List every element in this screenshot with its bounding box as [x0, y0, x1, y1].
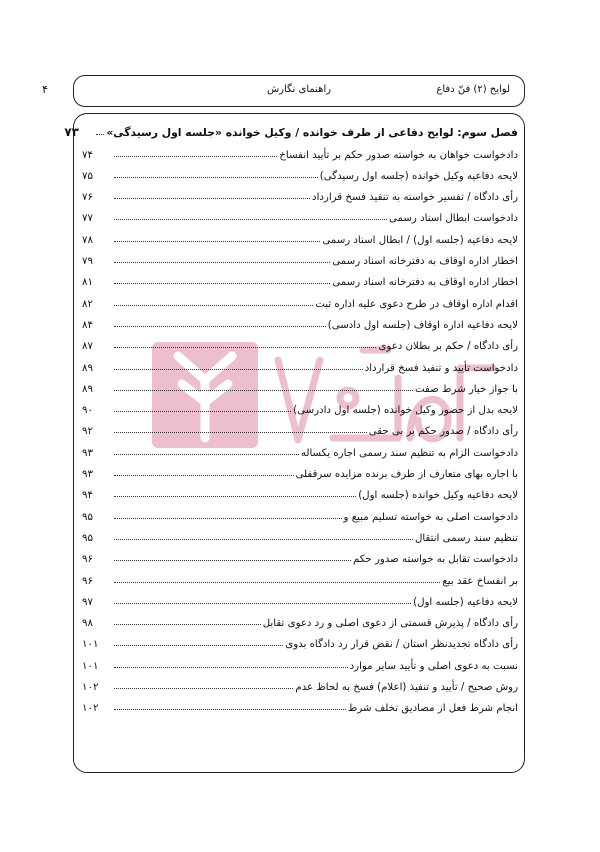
- toc-entry-title: دادخواست الزام به تنظیم سند رسمی اجاره یکساله: [300, 447, 518, 459]
- toc-entry-page: ۱۰۲: [82, 703, 99, 715]
- toc-entry-title: اقدام اداره اوقاف در طرح دعوی علیه اداره ثبت: [315, 298, 518, 310]
- toc-entry-title: رأی دادگاه / حکم بر بطلان دعوی: [378, 341, 518, 353]
- dot-leader: [114, 156, 277, 157]
- toc-entry-title: روش صحیح / تأیید و تنفیذ (اعلام) فسخ به لحاظ عدم: [295, 682, 518, 694]
- dot-leader: [114, 241, 320, 242]
- toc-chapter-heading: [64, 118, 518, 140]
- toc-entry: [82, 501, 518, 522]
- dot-leader: [114, 390, 413, 391]
- toc-entry: [82, 587, 518, 608]
- toc-entry: [82, 267, 518, 288]
- dot-leader: [114, 688, 293, 689]
- dot-leader: [114, 624, 261, 625]
- toc-entry-page: ۸۷: [82, 341, 93, 353]
- toc-entry: [82, 523, 518, 544]
- dot-leader: [114, 326, 326, 327]
- dot-leader: [114, 283, 330, 284]
- toc-entry-page: ۱۰۱: [82, 660, 99, 672]
- toc-entry-title: تنظیم سند رسمی انتقال: [414, 532, 518, 544]
- dot-leader: [114, 645, 283, 646]
- toc-entry: [82, 246, 518, 267]
- toc-entry: [82, 416, 518, 437]
- toc-entry-page: ۷۹: [82, 256, 93, 268]
- book-title: لوایح (۲) فنّ دفاع: [436, 84, 510, 95]
- toc-entry: [82, 480, 518, 501]
- toc-entry-title: رأی دادگاه / تفسیر خواسته به تنفیذ فسخ قرارداد: [312, 192, 518, 204]
- toc-entry-title: دادخواست خواهان به خواسته صدور حکم بر تأیید انفساخ: [279, 149, 518, 161]
- dot-leader: [114, 219, 387, 220]
- toc-entry-title: دادخواست تأیید و تنفیذ فسخ قرارداد: [364, 362, 518, 374]
- toc-entry: [82, 161, 518, 182]
- table-of-contents: [64, 118, 518, 715]
- dot-leader: [114, 347, 376, 348]
- dot-leader: [114, 582, 440, 583]
- toc-entry-title: لایحه دفاعیه وکیل خوانده (جلسه اول رسیدگی): [319, 170, 518, 182]
- toc-entry: [82, 629, 518, 650]
- toc-entry-title: رأی دادگاه / صدور حکم بر بی حقی: [368, 426, 518, 438]
- toc-entry-title: اخطار اداره اوقاف به دفترخانه اسناد رسمی: [332, 277, 518, 289]
- toc-entry: [82, 395, 518, 416]
- toc-entry: [82, 182, 518, 203]
- toc-entry-title: اخطار اداره اوقاف به دفترخانه اسناد رسمی: [332, 256, 518, 268]
- toc-entry: [82, 224, 518, 245]
- toc-entry-title: فصل سوم: لوایح دفاعی از طرف خوانده / وکیل خوانده «جلسه اول رسیدگی»: [106, 126, 518, 140]
- toc-entry: [82, 331, 518, 352]
- toc-entry-page: ۷۸: [82, 234, 93, 246]
- toc-entry-page: ۸۹: [82, 383, 93, 395]
- toc-entry: [82, 672, 518, 693]
- toc-entry-title: لایحه بدل از حضور وکیل خوانده (جلسه اول دادرسی): [293, 405, 518, 417]
- toc-entry: [82, 693, 518, 714]
- dot-leader: [114, 177, 318, 178]
- dot-leader: [114, 432, 367, 433]
- dot-leader: [114, 262, 330, 263]
- toc-entry-title: لایحه دفاعیه (جلسه اول): [413, 596, 518, 608]
- toc-entry: [82, 203, 518, 224]
- dot-leader: [114, 454, 299, 455]
- toc-entry-page: ۷۶: [82, 192, 93, 204]
- toc-entry-page: ۹۸: [82, 618, 93, 630]
- dot-leader: [114, 560, 351, 561]
- dot-leader: [114, 667, 348, 668]
- toc-entry: [82, 608, 518, 629]
- toc-entry-page: ۸۴: [82, 319, 93, 331]
- toc-entry-page: ۱۰۲: [82, 682, 99, 694]
- dot-leader: [114, 539, 413, 540]
- toc-entry-page: ۷۴: [82, 149, 93, 161]
- dot-leader: [114, 709, 346, 710]
- toc-entry: [82, 352, 518, 373]
- toc-entry-page: ۹۵: [82, 532, 93, 544]
- toc-entry: [82, 544, 518, 565]
- dot-leader: [114, 518, 342, 519]
- section-title: راهنمای نگارش: [266, 84, 332, 95]
- toc-entry-title: نسبت به دعوی اصلی و تأیید سایر موارد: [349, 660, 518, 672]
- toc-entry-title: لایحه دفاعیه (جلسه اول) / ابطال اسناد رسمی: [322, 234, 518, 246]
- running-header: [73, 75, 525, 107]
- toc-entry-page: ۷۷: [82, 213, 93, 225]
- toc-entry-page: ۱۰۱: [82, 639, 99, 651]
- toc-entry: [82, 565, 518, 586]
- toc-entry: [82, 139, 518, 160]
- toc-entry: [82, 459, 518, 480]
- toc-entry-page: ۹۷: [82, 596, 93, 608]
- toc-entry-title: انجام شرط فعل از مصادیق تخلف شرط: [347, 703, 518, 715]
- toc-entry-title: رأی دادگاه تجدیدنظر استان / نقض قرار رد دادگاه بدوی: [285, 639, 518, 651]
- toc-entry-title: لایحه دفاعیه اداره اوقاف (جلسه اول دادسی): [327, 319, 518, 331]
- toc-entry-page: ۷۳: [64, 125, 79, 140]
- dot-leader: [114, 475, 294, 476]
- toc-entry-title: دادخواست اصلی به خواسته تسلیم مبیع و: [343, 511, 518, 523]
- toc-entry-title: دادخواست تقابل به خواسته صدور حکم: [353, 554, 518, 566]
- toc-entry-title: با جواز خیار شرط صفت: [415, 383, 518, 395]
- toc-entry: [82, 374, 518, 395]
- toc-entry-page: ۷۵: [82, 170, 93, 182]
- toc-entry-title: رأی دادگاه / پذیرش قسمتی از دعوی اصلی و رد دعوی تقابل: [262, 618, 518, 630]
- dot-leader: [114, 305, 313, 306]
- toc-entry-page: ۹۳: [82, 469, 93, 481]
- dot-leader: [114, 603, 411, 604]
- toc-entry-page: ۸۲: [82, 298, 93, 310]
- dot-leader: [114, 198, 310, 199]
- toc-entry-page: ۹۳: [82, 447, 93, 459]
- dot-leader: [96, 134, 104, 135]
- dot-leader: [114, 496, 356, 497]
- toc-entry: [82, 310, 518, 331]
- toc-entry-title: لایحه دفاعیه وکیل خوانده (جلسه اول): [358, 490, 518, 502]
- toc-entry: [82, 437, 518, 458]
- page-number: ۴: [42, 83, 48, 96]
- toc-entry-page: ۹۴: [82, 490, 93, 502]
- toc-entry-page: ۹۶: [82, 575, 93, 587]
- dot-leader: [114, 411, 291, 412]
- toc-entry-page: ۸۹: [82, 362, 93, 374]
- toc-entry: [82, 288, 518, 309]
- toc-entry-title: بر انفساخ عقد بیع: [442, 575, 518, 587]
- toc-entry-page: ۹۵: [82, 511, 93, 523]
- toc-entry-title: با اجاره بهای متعارف از طرف برنده مزایده سرقفلی: [295, 469, 518, 481]
- toc-entry-page: ۹۰: [82, 405, 93, 417]
- toc-entry-title: دادخواست ابطال اسناد رسمی: [389, 213, 518, 225]
- toc-entry-page: ۸۱: [82, 277, 93, 289]
- toc-entry: [82, 650, 518, 671]
- toc-entry-page: ۹۶: [82, 554, 93, 566]
- toc-entry-page: ۹۲: [82, 426, 93, 438]
- dot-leader: [114, 369, 363, 370]
